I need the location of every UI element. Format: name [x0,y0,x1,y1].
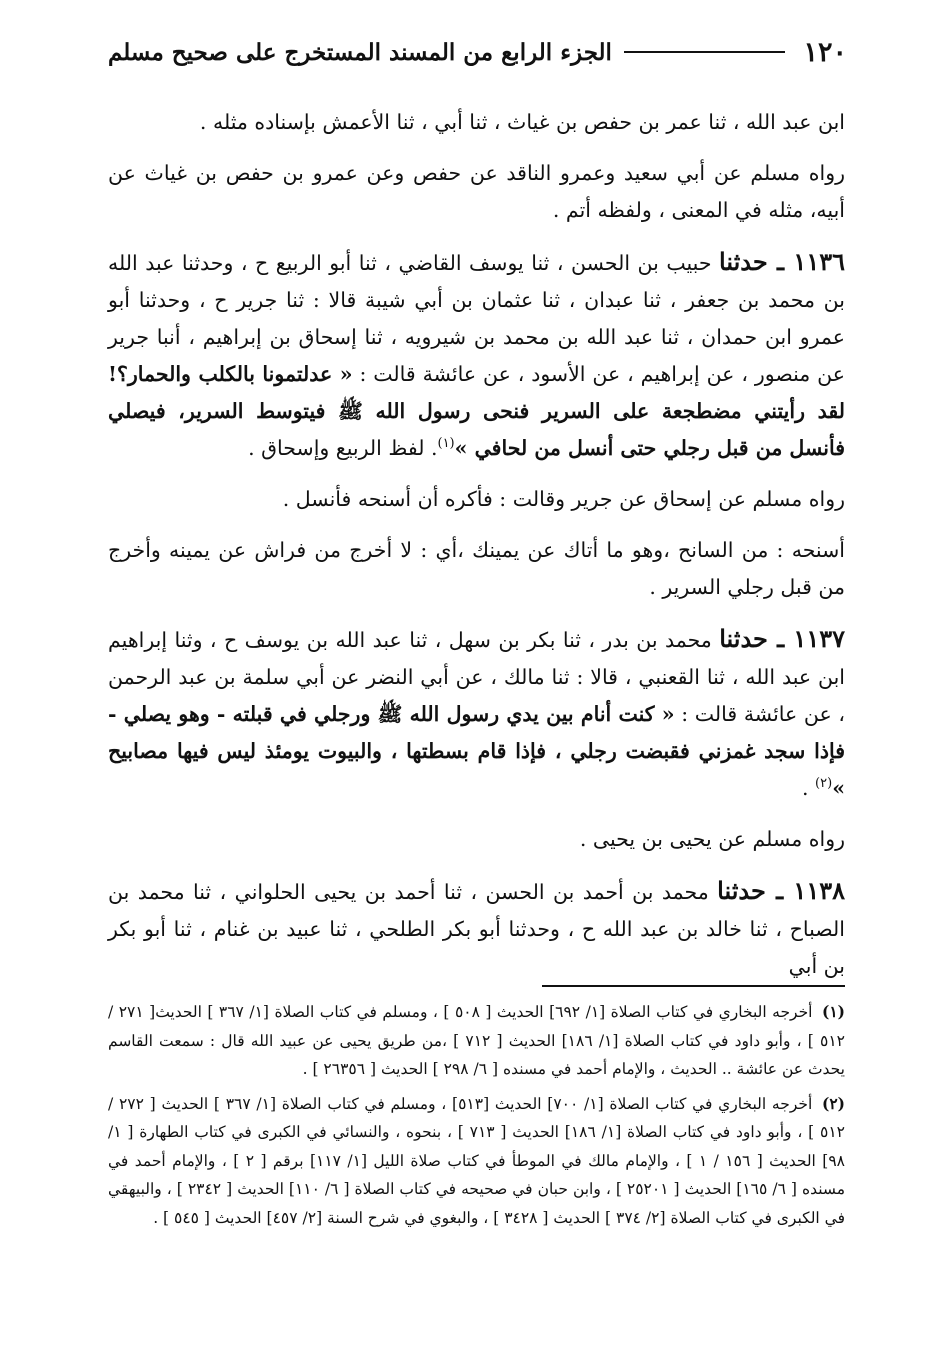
footnote-2 [108,1090,845,1233]
footnote-1 [108,998,845,1084]
hadith-tail: . [802,776,816,800]
footnote-reference[interactable]: (١) [437,436,455,452]
footnote-number: (٢) [822,1093,846,1113]
hadith-number: ١١٣٨ ـ حدثنا [717,876,845,905]
hadith-1136 [108,243,845,467]
page-header [108,32,847,72]
hadith-matn: « عدلتمونا بالكلب والحمار؟! لقد رأيتني مضطجعة على السرير فنحى رسول الله ﷺ فيتوسط السرير، فيصلي فأنسل من قبل رجلي حتى أنسل من لحافي » [108,362,845,460]
hadith-1137 [108,620,845,807]
page-number: ١٢٠ [803,36,847,68]
hadith-isnad: محمد بن بدر ، ثنا بكر بن سهل ، ثنا عبد الله بن يوسف ح ، وثنا إبراهيم ابن عبد الله ، ثنا القعنبي ، قالا : ثنا مالك ، عن أبي النضر عن أبي سلمة بن عبد الرحمن ، عن عائشة قالت : [108,628,845,726]
hadith-isnad: حبيب بن الحسن ، ثنا يوسف القاضي ، ثنا أبو الربيع ح ، وحدثنا عبد الله بن محمد بن جعفر ، ثنا عبدان ، ثنا عثمان بن أبي شيبة قالا : ثنا جرير ح ، وحدثنا أبو عمرو ابن حمدان ، ثنا عبد الله بن محمد بن شيرويه ، ثنا إسحاق بن إبراهيم ، أنبا جرير عن منصور ، عن إبراهيم ، عن الأسود ، عن عائشة قالت : [108,251,845,386]
hadith-matn: « كنت أنام بين يدي رسول الله ﷺ ورجلي في قبلته - وهو يصلي - فإذا سجد غمزني فقبضت رجلي ، فإذا قام بسطتها ، والبيوت يومئذ ليس فيها مصابيح » [108,702,845,800]
main-text [108,104,845,999]
paragraph: ابن عبد الله ، ثنا عمر بن حفص بن غياث ، ثنا أبي ، ثنا الأعمش بإسناده مثله . [199,110,845,134]
hadith-isnad: محمد بن أحمد بن الحسن ، ثنا أحمد بن يحيى الحلواني ، ثنا محمد بن الصباح ، ثنا خالد بن عبد الله ح ، وحدثنا أبو بكر الطلحي ، ثنا عبيد بن غنام ، ثنا أبو بكر بن أبي [108,880,845,978]
header-rule [624,51,786,53]
paragraph: رواه مسلم عن يحيى بن يحيى . [579,827,845,851]
footnote-number: (١) [821,1002,845,1021]
footnotes [108,998,845,1238]
hadith-tail: . لفظ الربيع وإسحاق . [248,436,438,460]
hadith-1138 [108,872,845,985]
footnote-text: أخرجه البخاري في كتاب الصلاة [١/ ٧٠٠] الحديث [٥١٣] ، ومسلم في كتاب الصلاة [١/ ٣٦٧ ] الحديث [ ٢٧٢ / ٥١٢ ] ، وأبو داود في كتاب الصلاة [١/ ١٨٦] الحديث [ ٧١٣ ] ، بنحوه ، والنسائي في الكبرى في كتاب الطهارة [ ١/ ٩٨] الحديث [ ١٥٦ / ١ ] ، والإمام مالك في الموطأ في كتاب صلاة الليل [١/ ١١٧] برقم [ ٢ ] ، والإمام أحمد في مسنده [ ٦/ ١٦٥] الحديث [ ٢٥٢٠١ ] ، وابن حبان في صحيحه في كتاب الصلاة [ ٦/ ١١٠] الحديث [ ٢٣٤٢ ] ، والبيهقي في الكبرى في كتاب الصلاة [٢/ ٣٧٤ ] الحديث [ ٣٤٢٨ ] ، والبغوي في شرح السنة [٢/ ٤٥٧] الحديث [ ٥٤٥ ] . [108,1094,846,1227]
footnote-text: أخرجه البخاري في كتاب الصلاة [١/ ٦٩٢] الحديث [ ٥٠٨ ] ، ومسلم في كتاب الصلاة [١/ ٣٦٧ ] الحديث[ ٢٧١ / ٥١٢ ] ، وأبو داود في كتاب الصلاة [١/ ١٨٦] الحديث [ ٧١٢ ] ،من طريق يحيى عن عبيد الله قال : سمعت القاسم يحدث عن عائشة .. الحديث ، والإمام أحمد في مسنده [ ٦/ ٢٩٨ ] الحديث [ ٢٦٣٥٦ ] . [108,1003,845,1078]
paragraph: أسنحه : من السانح ،وهو ما أتاك عن يمينك ،أي : لا أخرج من فراش عن يمينه وأخرج من قبل رجلي السرير . [108,538,845,599]
hadith-number: ١١٣٧ ـ حدثنا [719,624,845,653]
footnote-separator [542,985,845,987]
paragraph: رواه مسلم عن أبي سعيد وعمرو الناقد عن حفص وعن عمرو بن حفص بن غياث عن أبيه، مثله في المعنى ، ولفظه أتم . [108,161,845,222]
running-title: الجزء الرابع من المسند المستخرج على صحيح مسلم [108,38,612,66]
footnote-reference[interactable]: (٢) [815,776,833,792]
paragraph: رواه مسلم عن إسحاق عن جرير وقالت : فأكره أن أسنحه فأنسل . [282,487,845,511]
hadith-number: ١١٣٦ ـ حدثنا [719,247,845,276]
